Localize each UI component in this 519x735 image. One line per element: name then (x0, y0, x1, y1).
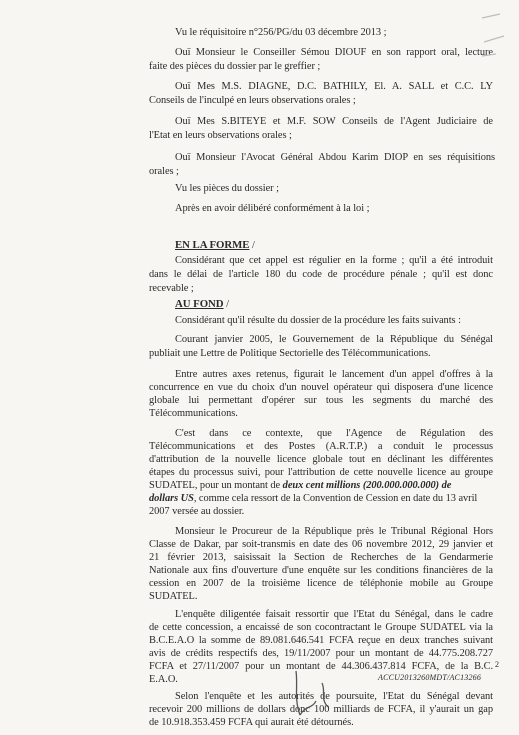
section-heading (175, 239, 255, 252)
text-line: Classe de Dakar, par soit-transmis en date des 06 novembre 2012, 29 janvier et (149, 539, 493, 550)
text-line: Monsieur le Procureur de la République près le Tribunal Régional Hors (175, 526, 493, 537)
text-line: Ouï Monsieur le Conseiller Sémou DIOUF en son rapport oral, lecture (175, 47, 493, 58)
text-line: Selon l'enquête et les autorités de poursuite, l'Etat du Sénégal devant (175, 691, 493, 702)
text-line: E.A.O. (149, 674, 178, 685)
amount-emphasis: deux cent millions (200.000.000.000) de (282, 480, 452, 491)
text-line: 2007 versée au dossier. (149, 506, 245, 517)
text-line: L'enquête diligentée faisait ressortir que l'Etat du Sénégal, dans le cadre (175, 609, 493, 620)
text-line: avis de crédits respectifs des, 19/11/2007 pour un montant de 44.775.208.727 (149, 648, 493, 659)
text-line: Considérant qu'il résulte du dossier de la procédure les faits suivants : (175, 315, 461, 326)
text-line: FCFA et 27/11/2007 pour un montant de 44.306.437.814 FCFA, de la B.C. (149, 661, 493, 672)
text-line: d'attribution de la nouvelle licence globale tout en déclinant les différentes (149, 454, 493, 465)
text-segment: SUDATEL, pour un montant de (149, 480, 283, 491)
text-line: de cette concession, a encaissé de son cocontractant le Groupe SUDATEL via la (149, 622, 493, 633)
text-line (149, 480, 493, 492)
text-line: faite des pièces du dossier par le greffier ; (149, 61, 321, 72)
footer-reference: ACCU2013260MDT/AC13266 (378, 673, 482, 682)
text-line: Considérant que cet appel est régulier en la forme ; qu'il a été introduit (175, 255, 493, 266)
text-line: l'Etat en leurs observations orales ; (149, 130, 292, 141)
text-line: cession en 2007 de la troisième licence de téléphonie mobile au Groupe (149, 578, 493, 589)
text-line: de 10.918.353.459 FCFA qui aurait été détournés. (149, 717, 354, 728)
text-line: Ouï Mes M.S. DIAGNE, D.C. BATHILY, El. A. SALL et C.C. LY (175, 81, 493, 92)
text-line: orales ; (149, 166, 179, 177)
text-line: SUDATEL. (149, 591, 198, 602)
text-line: Entre autres axes retenus, figurait le lancement d'un appel d'offres à la (175, 369, 493, 380)
text-line: Nationale aux fins d'ouverture d'une enquête sur les conditions financières de la (149, 565, 493, 576)
text-line: concurrence en vue du choix d'un nouvel opérateur qui disposera d'une licence (149, 382, 493, 393)
text-line: Conseils de l'inculpé en leurs observations orales ; (149, 95, 356, 106)
text-segment: , comme cela ressort de la Convention de Cession en date du 13 avril (193, 493, 478, 504)
text-line: 21 février 2013, saisissait la Section de Recherches de la Gendarmerie (149, 552, 493, 563)
text-line: Télécommunications. (149, 408, 238, 419)
text-line: Après en avoir délibéré conformément à la loi ; (175, 203, 370, 214)
text-line: Télécommunications et des Postes (A.R.T.P.) a conduit le processus (149, 441, 493, 452)
text-line: Courant janvier 2005, le Gouvernement de la République du Sénégal (175, 334, 493, 345)
section-heading-tail: / (226, 299, 229, 310)
scan-mark-icon (478, 12, 508, 62)
text-line (149, 493, 477, 505)
page-number: 2 (495, 660, 499, 669)
text-line: publiait une Lettre de Politique Sectorielle des Télécommunications. (149, 348, 431, 359)
section-heading (175, 298, 229, 311)
text-line: B.C.E.A.O la somme de 89.081.646.541 FCFA reçue en deux tranches suivant (149, 635, 493, 646)
section-heading-tail: / (252, 240, 255, 251)
text-line: globale lui permettant d'opérer sur tous les segments du marché des (149, 395, 493, 406)
currency-emphasis: dollars US (149, 493, 194, 504)
text-line: Vu les pièces du dossier ; (175, 183, 279, 194)
section-heading-label: EN LA FORME (175, 239, 250, 251)
section-heading-label: AU FOND (175, 298, 224, 310)
text-line: Ouï Mes S.BITEYE et M.F. SOW Conseils de l'Agent Judiciaire de (175, 116, 493, 127)
text-line: recevoir 200 millions de dollars donc 100 milliards de FCFA, il y'aurait un gap (149, 704, 493, 715)
text-line: dans le délai de l'article 180 du code de procédure pénale ; qu'il est donc (149, 269, 493, 280)
text-line: étapes du processus suivi, pour l'attribution de cette nouvelle licence au groupe (149, 467, 493, 478)
text-line: Ouï Monsieur l'Avocat Général Abdou Karim DIOP en ses réquisitions (175, 152, 495, 163)
text-line: C'est dans ce contexte, que l'Agence de Régulation des (175, 428, 493, 439)
text-line: recevable ; (149, 283, 194, 294)
text-line: Vu le réquisitoire n°256/PG/du 03 décembre 2013 ; (175, 27, 387, 38)
initials-mark-icon (282, 665, 352, 720)
